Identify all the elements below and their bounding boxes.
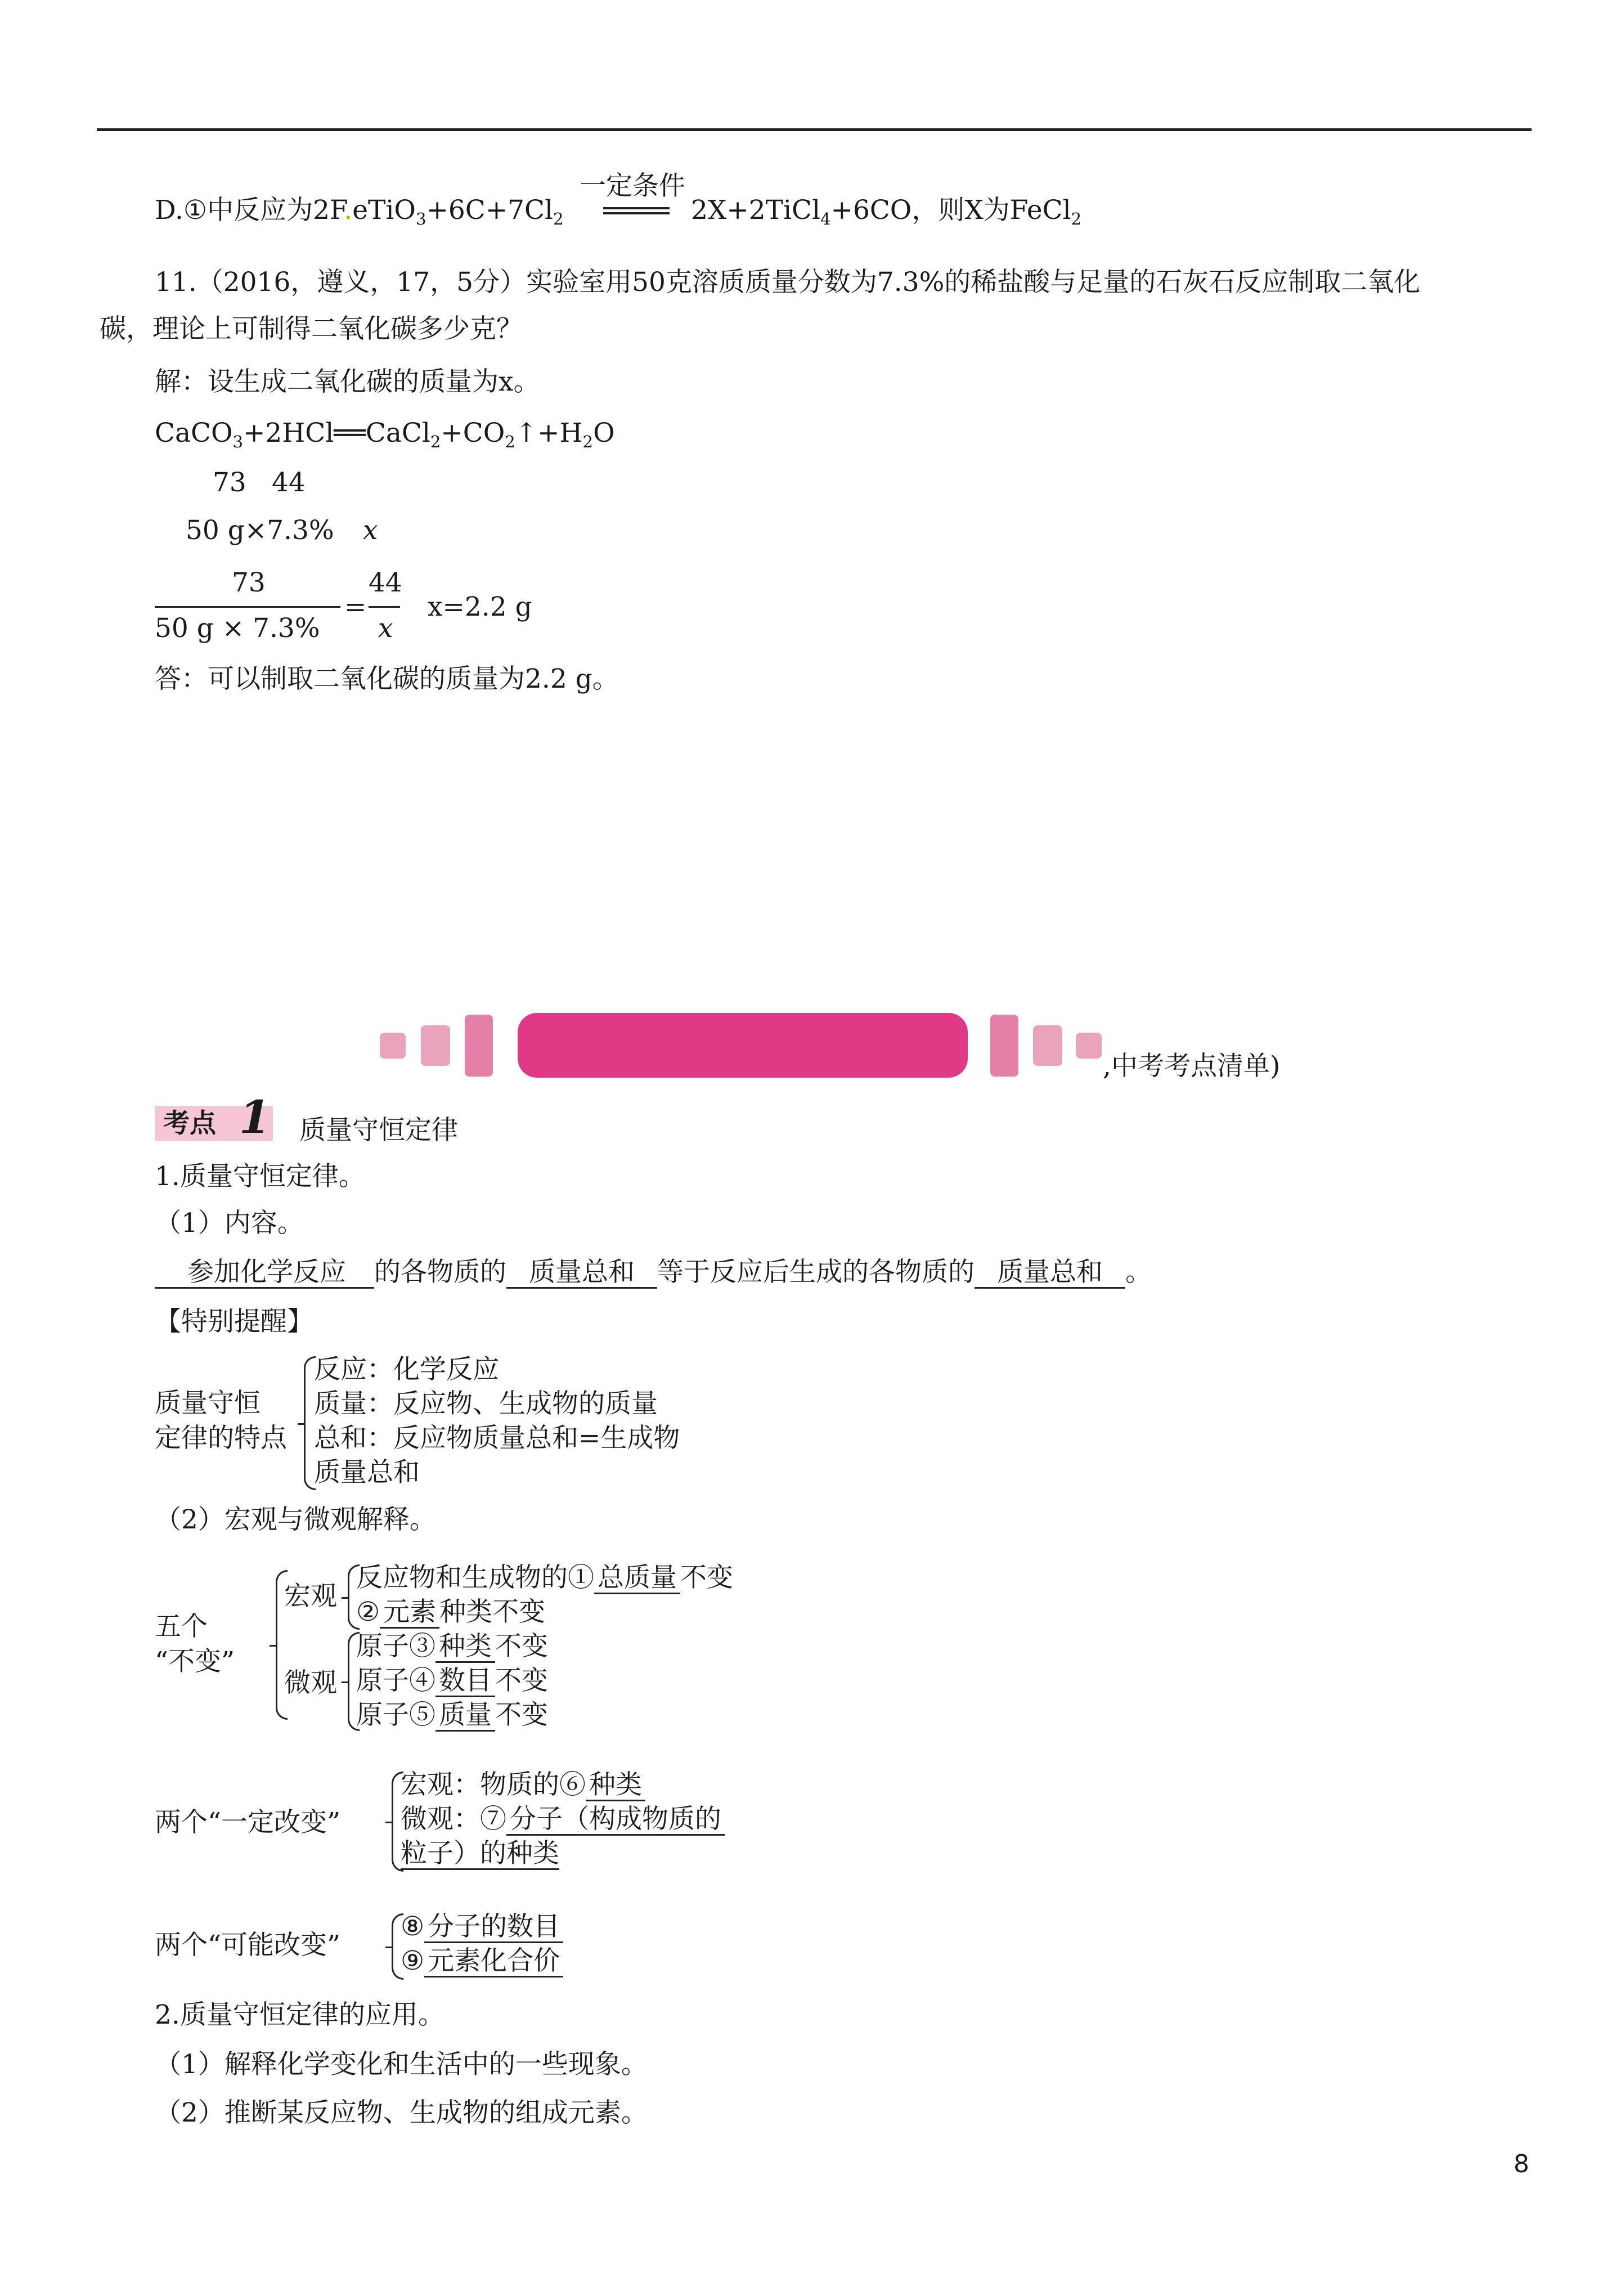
q11-x: x <box>363 515 378 546</box>
frac2-numerator: 44 <box>369 567 402 598</box>
section-banner <box>518 1013 968 1078</box>
blank-answer: 分子（构成物质的 <box>506 1805 725 1836</box>
feature-sum: 总和：反应物质量总和=生成物 <box>314 1423 680 1454</box>
application-heading: 2.质量守恒定律的应用。 <box>155 1999 444 2030</box>
change-item-6 <box>401 1769 645 1801</box>
q11-molar-73: 73 <box>213 467 246 498</box>
reaction-equals-arrow <box>603 207 670 214</box>
item-text: 不变 <box>495 1665 548 1696</box>
feature-label-1: 质量守恒 <box>155 1388 261 1419</box>
banner-block <box>380 1033 406 1059</box>
item-text: 种类不变 <box>439 1597 546 1627</box>
micro-label: 微观 <box>284 1667 337 1698</box>
macro-item-1 <box>356 1562 733 1594</box>
application-1: （1）解释化学变化和生活中的一些现象。 <box>155 2049 648 2080</box>
item-text: 宏观：物质的⑥ <box>401 1769 586 1800</box>
blank-answer: 分子的数目 <box>424 1912 563 1943</box>
blank-answer: 数目 <box>435 1666 495 1697</box>
frac-equals: = <box>344 591 367 622</box>
item-text: 原子⑤ <box>356 1699 435 1730</box>
micro-item-5 <box>356 1699 548 1732</box>
macro-item-2 <box>356 1596 545 1629</box>
equation-sub: 3 <box>232 432 244 452</box>
blank-answer: 总质量 <box>594 1563 680 1594</box>
section-title: ,中考考点清单) <box>1103 1051 1281 1082</box>
frac1-denominator: 50 g × 7.3% <box>155 613 320 644</box>
q11-line2: 碳，理论上可制得二氧化碳多少克？ <box>100 313 523 344</box>
kaodian-number: 1 <box>239 1091 271 1143</box>
macro-micro-heading: （2）宏观与微观解释。 <box>155 1504 436 1535</box>
item-text: 不变 <box>495 1699 548 1730</box>
equation-sub: 2 <box>505 432 515 452</box>
banner-block <box>465 1015 493 1077</box>
option-d-sub: 2 <box>1071 209 1082 229</box>
five-unchanged-1: 五个 <box>155 1611 208 1642</box>
frac2-line <box>369 606 400 608</box>
item-text: 反应物和生成物的① <box>356 1562 594 1593</box>
blank-answer: 种类 <box>435 1632 495 1663</box>
equation-sub: 2 <box>582 432 594 452</box>
kaodian-label: 考点 <box>163 1108 216 1139</box>
feature-mass: 质量：反应物、生成物的质量 <box>314 1388 658 1419</box>
item-text: 不变 <box>680 1562 733 1593</box>
item-text: ② <box>356 1597 380 1627</box>
feature-reaction: 反应：化学反应 <box>314 1354 499 1385</box>
item-text: 原子③ <box>356 1631 435 1662</box>
blank-answer: 种类 <box>586 1770 645 1801</box>
statement-text: 的各物质的 <box>374 1257 506 1288</box>
equation-sub: 2 <box>430 432 441 452</box>
equation-part: +CO <box>441 418 505 449</box>
blank-answer: 质量总和 <box>506 1258 657 1289</box>
blank-answer: 参加化学反应 <box>155 1258 374 1289</box>
change-item-7-cont <box>401 1837 559 1870</box>
two-must-change: 两个“一定改变” <box>155 1807 341 1838</box>
q11-given: 50 g×7.3% <box>186 515 334 546</box>
equation-part: ↑+H <box>515 418 583 449</box>
reaction-condition: 一定条件 <box>580 171 685 201</box>
statement-text: 。 <box>1125 1257 1152 1288</box>
law-statement <box>155 1256 1152 1289</box>
kaodian-title: 质量守恒定律 <box>299 1115 458 1146</box>
frac1-numerator: 73 <box>232 567 266 598</box>
banner-block <box>990 1015 1018 1077</box>
page-number: 8 <box>1514 2150 1529 2178</box>
banner-block <box>421 1025 450 1066</box>
maybe-item-9 <box>401 1945 563 1977</box>
feature-sum-cont: 质量总和 <box>314 1457 420 1488</box>
q11-answer: 答：可以制取二氧化碳的质量为2.2 g。 <box>155 663 619 694</box>
equation-part: CaCO <box>155 418 233 449</box>
option-d-rhs <box>691 194 1081 227</box>
macro-label: 宏观 <box>284 1581 337 1612</box>
application-2: （2）推断某反应物、生成物的组成元素。 <box>155 2097 648 2128</box>
item-text: 原子④ <box>356 1665 435 1696</box>
blank-answer: 元素化合价 <box>424 1947 563 1977</box>
q11-result: x=2.2 g <box>428 591 532 622</box>
q11-equation <box>155 417 615 450</box>
option-d <box>155 194 564 227</box>
option-d-formula-d: +6CO，则X为FeCl <box>830 195 1071 226</box>
item-text: ⑨ <box>401 1945 425 1976</box>
two-may-change: 两个“可能改变” <box>155 1930 341 1961</box>
feature-label-2: 定律的特点 <box>155 1423 287 1454</box>
five-unchanged-2: “不变” <box>155 1646 235 1677</box>
special-reminder: 【特别提醒】 <box>155 1306 313 1337</box>
blank-answer: 质量总和 <box>975 1258 1125 1289</box>
equation-part: +2HCl══CaCl <box>243 418 430 449</box>
blank-answer: 质量 <box>435 1701 495 1732</box>
blank-answer: 元素 <box>380 1598 439 1629</box>
option-d-formula-c: 2X+2TiCl <box>691 195 821 226</box>
option-d-prefix: D.①中反应为2F <box>155 195 344 226</box>
equation-part: O <box>593 418 615 449</box>
item-text: 微观：⑦ <box>401 1804 506 1835</box>
content-heading: （1）内容。 <box>155 1208 304 1239</box>
micro-item-4 <box>356 1665 548 1697</box>
statement-text: 等于反应后生成的各物质的 <box>657 1257 975 1288</box>
option-d-formula-b: +6C+7Cl <box>426 195 554 226</box>
micro-item-3 <box>356 1630 548 1663</box>
blank-answer: 粒子）的种类 <box>401 1838 559 1869</box>
q11-solve: 解：设生成二氧化碳的质量为x。 <box>155 366 540 397</box>
frac1-line <box>155 606 340 608</box>
option-d-sub: 4 <box>820 209 831 229</box>
option-d-formula-a: eTiO <box>352 195 416 226</box>
frac2-denominator: x <box>378 613 393 644</box>
header-rule <box>97 128 1532 131</box>
q11-molar-44: 44 <box>272 467 306 498</box>
option-d-dot: . <box>344 195 353 226</box>
maybe-item-8 <box>401 1911 563 1943</box>
law-heading: 1.质量守恒定律。 <box>155 1161 365 1192</box>
item-text: 不变 <box>495 1631 548 1662</box>
q11-line1: 11.（2016，遵义，17，5分）实验室用50克溶质质量分数为7.3%的稀盐酸与足量的石灰石反应制取二氧化 <box>155 267 1421 298</box>
banner-block <box>1076 1033 1102 1059</box>
option-d-sub: 3 <box>415 209 426 229</box>
banner-block <box>1033 1025 1062 1066</box>
change-item-7 <box>401 1803 725 1836</box>
item-text: ⑧ <box>401 1911 425 1942</box>
option-d-sub: 2 <box>553 209 564 229</box>
